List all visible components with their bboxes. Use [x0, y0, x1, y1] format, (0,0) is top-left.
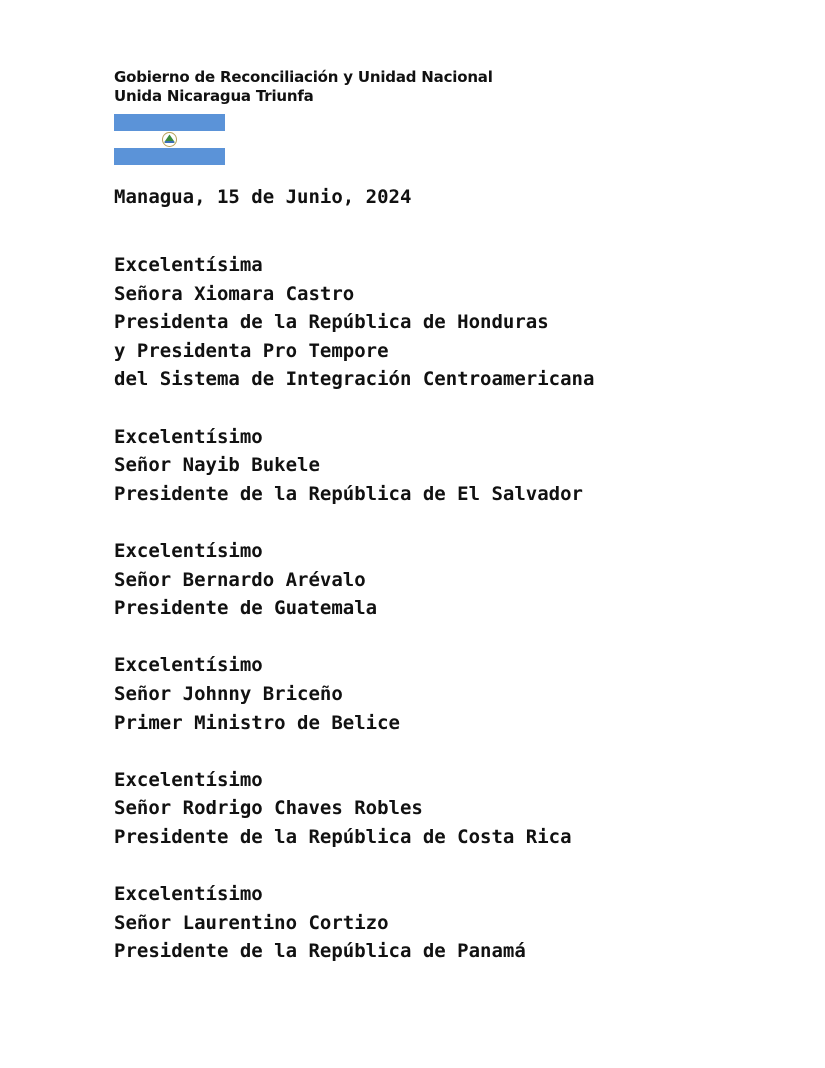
recipient-block	[114, 880, 594, 966]
recipient-salutation: Excelentísimo	[114, 425, 263, 448]
recipient-salutation: Excelentísimo	[114, 883, 263, 906]
recipient-name: Señor Laurentino Cortizo	[114, 911, 389, 934]
government-slogan: Unida Nicaragua Triunfa	[114, 87, 314, 105]
letterhead	[114, 68, 493, 106]
government-name: Gobierno de Reconciliación y Unidad Nacional	[114, 68, 493, 86]
recipient-title-line: del Sistema de Integración Centroamericana	[114, 368, 595, 391]
recipient-name: Señor Rodrigo Chaves Robles	[114, 797, 423, 820]
recipient-block	[114, 537, 594, 623]
recipient-title-line: y Presidenta Pro Tempore	[114, 339, 389, 362]
recipient-title: Presidenta de la República de Honduras	[114, 311, 549, 334]
recipient-salutation: Excelentísimo	[114, 768, 263, 791]
recipient-block	[114, 251, 594, 394]
recipient-salutation: Excelentísimo	[114, 539, 263, 562]
recipient-title: Presidente de Guatemala	[114, 597, 378, 620]
recipient-salutation: Excelentísimo	[114, 654, 263, 677]
recipient-list	[114, 251, 594, 994]
nicaragua-flag-icon	[114, 114, 225, 165]
recipient-name: Señor Nayib Bukele	[114, 454, 320, 477]
recipient-block	[114, 423, 594, 509]
recipient-name: Señor Johnny Briceño	[114, 682, 343, 705]
recipient-name: Señor Bernardo Arévalo	[114, 568, 366, 591]
recipient-block	[114, 766, 594, 852]
recipient-title: Presidente de la República de El Salvador	[114, 482, 583, 505]
recipient-name: Señora Xiomara Castro	[114, 282, 355, 305]
recipient-title: Presidente de la República de Panamá	[114, 940, 526, 963]
letter-date: Managua, 15 de Junio, 2024	[114, 186, 412, 208]
recipient-title: Presidente de la República de Costa Rica	[114, 825, 572, 848]
recipient-salutation: Excelentísima	[114, 254, 263, 276]
recipient-block	[114, 651, 594, 737]
recipient-title: Primer Ministro de Belice	[114, 711, 400, 734]
